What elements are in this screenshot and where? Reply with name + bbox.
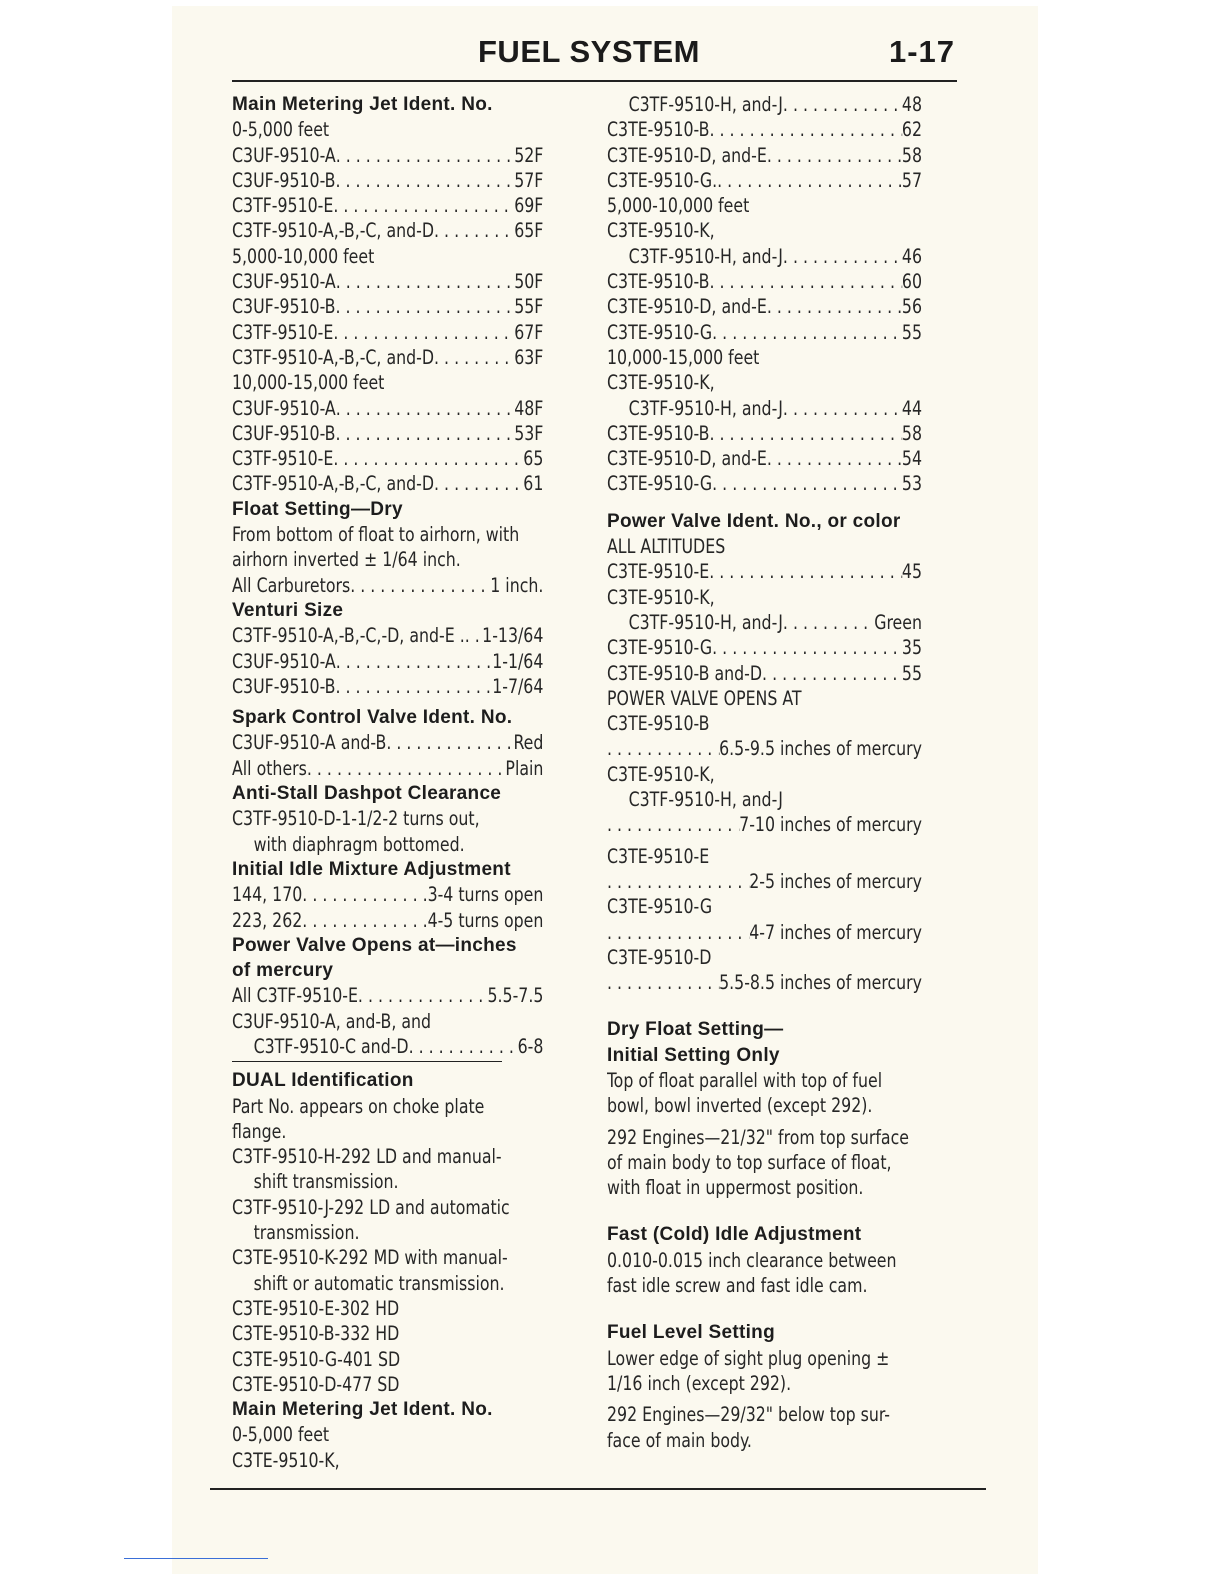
text-line: From bottom of float to airhorn, with [232, 523, 520, 547]
page-number: 1-17 [888, 34, 955, 69]
spec-list [232, 269, 578, 370]
spec-value: 48F [514, 396, 544, 420]
spec-row [232, 396, 543, 421]
spec-list [607, 244, 957, 345]
section-heading-main-jet-2: Main Metering Jet Ident. No. [232, 1399, 493, 1421]
spec-row [607, 117, 922, 142]
section-heading-power-valve-cont: of mercury [232, 960, 334, 982]
spec-row [232, 446, 543, 471]
footnote-separator [124, 1558, 268, 1559]
footer-rule [210, 1488, 986, 1490]
spec-row [607, 92, 922, 117]
text-line: C3TF-9510-H-292 LD and manual- [232, 1145, 502, 1169]
section-heading-dry-float-cont: Initial Setting Only [607, 1044, 780, 1066]
spec-value: Green [874, 610, 922, 634]
section-heading-fast-idle: Fast (Cold) Idle Adjustment [607, 1224, 862, 1246]
spec-key: All others [232, 756, 307, 780]
altitude-label: 0-5,000 feet [232, 1423, 330, 1447]
spec-row [607, 446, 922, 471]
spec-row [607, 269, 922, 294]
spec-key: C3UF-9510-A [232, 143, 336, 167]
text-line: with float in uppermost position. [607, 1176, 864, 1200]
text-line: shift or automatic transmission. [253, 1271, 505, 1295]
spec-row [232, 193, 543, 218]
spec-key: C3TE-9510-D, and-E [607, 295, 767, 319]
text-line: Top of float parallel with top of fuel [607, 1068, 883, 1092]
spec-key: C3TE-9510-G. [607, 168, 718, 192]
spec-row [607, 635, 922, 660]
spec-value: 1 inch. [490, 573, 544, 597]
spec-value: 5.5-7.5 [487, 984, 544, 1008]
altitude-label: 5,000-10,000 feet [232, 244, 375, 268]
spec-value: 57 [901, 168, 922, 192]
altitude-label: 10,000-15,000 feet [607, 345, 760, 369]
text-line: 1/16 inch (except 292). [607, 1371, 792, 1395]
spec-key: C3TF-9510-C and-D [253, 1034, 409, 1058]
spec-row [607, 143, 922, 168]
text-line: C3TF-9510-D-1-1/2-2 turns out, [232, 807, 480, 831]
spec-row [232, 294, 543, 319]
spec-value: 46 [901, 244, 922, 268]
spec-key: All C3TF-9510-E [232, 984, 358, 1008]
spec-value: 45 [901, 560, 922, 584]
spec-key: C3TE-9510-E [607, 560, 710, 584]
spec-list [232, 623, 578, 699]
spec-value: 53 [901, 472, 922, 496]
spec-value: 4-5 turns open [427, 908, 544, 932]
text-line: C3TE-9510-K, [607, 762, 715, 786]
spec-row [232, 168, 543, 193]
spec-value: 7-10 inches of mercury [739, 813, 922, 837]
spec-list [607, 92, 957, 193]
spec-key: C3TE-9510-B [607, 421, 710, 445]
spec-list [232, 730, 578, 781]
section-heading-fuel-level: Fuel Level Setting [607, 1322, 775, 1344]
spec-value: 55F [514, 295, 544, 319]
spec-row [232, 674, 543, 699]
spec-key: C3TF-9510-H, and-J [628, 93, 783, 116]
spec-value: 3-4 turns open [427, 883, 544, 907]
spec-list [607, 396, 957, 497]
text-line: airhorn inverted ± 1/64 inch. [232, 548, 461, 572]
section-heading-dashpot: Anti-Stall Dashpot Clearance [232, 783, 502, 805]
text-line: C3TE-9510-K, [607, 585, 715, 609]
spec-value: 52F [514, 143, 544, 167]
spec-key: C3TF-9510-E [232, 447, 334, 471]
spec-key: C3TF-9510-A,-B,-C, and-D [232, 345, 435, 369]
text-line: C3TE-9510-K, [607, 371, 715, 395]
spec-row [607, 471, 922, 496]
spec-key: C3TE-9510-D, and-E [607, 143, 767, 167]
text-line: C3TE-9510-K, [607, 219, 715, 243]
spec-list [232, 882, 578, 933]
text-line: 292 Engines—21/32" from top surface [607, 1125, 909, 1149]
spec-value: Red [513, 731, 544, 755]
spec-value: 53F [514, 421, 544, 445]
spec-value: 62 [901, 118, 922, 142]
spec-key: C3UF-9510-A [232, 649, 336, 673]
spec-value: 58 [901, 421, 922, 445]
text-line: ALL ALTITUDES [607, 535, 726, 559]
spec-value: 61 [523, 472, 544, 496]
section-heading-venturi: Venturi Size [232, 599, 344, 621]
text-line: C3TE-9510-B-332 HD [232, 1322, 400, 1346]
spec-row [232, 908, 543, 933]
spec-value: 67F [514, 320, 544, 344]
section-heading-pv-ident: Power Valve Ident. No., or color [607, 510, 901, 532]
spec-key: C3TF-9510-E [232, 194, 334, 218]
spec-key: C3TE-9510-G [607, 636, 713, 660]
spec-key: C3TE-9510-G [607, 320, 713, 344]
text-line: C3TE-9510-K-292 MD with manual- [232, 1246, 508, 1270]
divider [232, 1061, 502, 1062]
spec-row [607, 812, 922, 837]
section-heading-dry-float: Dry Float Setting— [607, 1019, 784, 1041]
spec-key: C3TE-9510-B [607, 270, 710, 294]
text-line: C3TF-9510-J-292 LD and automatic [232, 1195, 510, 1219]
spec-row [607, 559, 922, 584]
spec-value: 57F [514, 168, 544, 192]
spec-key: C3TF-9510-H, and-J [628, 396, 783, 420]
spec-key: C3UF-9510-B [232, 421, 336, 445]
spec-row [607, 396, 922, 421]
altitude-label: 10,000-15,000 feet [232, 371, 385, 395]
text-line: C3TE-9510-D-477 SD [232, 1372, 400, 1396]
left-column [232, 92, 578, 1473]
spec-key: 144, 170 [232, 883, 303, 907]
spec-row [232, 983, 543, 1008]
spec-row [232, 345, 543, 370]
spec-value: Plain [505, 756, 544, 780]
text-line: C3TE-9510-G-401 SD [232, 1347, 401, 1371]
spec-key: C3UF-9510-A [232, 270, 336, 294]
spec-row [232, 421, 543, 446]
text-line: C3TE-9510-E-302 HD [232, 1296, 400, 1320]
spec-value: 1-1/64 [492, 649, 544, 673]
text-line: C3TE-9510-B [607, 712, 710, 736]
spec-row [232, 730, 543, 755]
spec-key: C3TF-9510-A,-B,-C, and-D [232, 219, 435, 243]
spec-value: 4-7 inches of mercury [749, 920, 922, 944]
spec-row [607, 970, 922, 995]
section-heading-main-jet: Main Metering Jet Ident. No. [232, 94, 493, 115]
spec-value: 63F [514, 345, 544, 369]
spec-value: 56 [901, 295, 922, 319]
spec-row [607, 610, 922, 635]
text-line: of main body to top surface of float, [607, 1150, 892, 1174]
spec-key: All Carburetors [232, 573, 351, 597]
spec-value: 6-8 [517, 1034, 544, 1058]
text-line: fast idle screw and fast idle cam. [607, 1274, 868, 1298]
spec-value: 6.5-9.5 inches of mercury [719, 737, 922, 761]
spec-value: 55 [901, 661, 922, 685]
text-line: C3TE-9510-D [607, 945, 712, 969]
spec-row [232, 143, 543, 168]
altitude-label: 5,000-10,000 feet [607, 194, 750, 218]
spec-row [232, 218, 543, 243]
text-line: C3TE-9510-K, [232, 1448, 340, 1472]
section-heading-spark: Spark Control Valve Ident. No. [232, 707, 513, 729]
text-line: with diaphragm bottomed. [253, 832, 465, 856]
spec-value: 50F [514, 270, 544, 294]
section-heading-float: Float Setting—Dry [232, 498, 403, 520]
spec-value: 35 [901, 636, 922, 660]
spec-key: C3UF-9510-B [232, 674, 336, 698]
spec-value: 5.5-8.5 inches of mercury [719, 971, 922, 995]
spec-key: C3TE-9510-D, and-E [607, 447, 767, 471]
spec-key: C3TF-9510-A,-B,-C,-D, and-E . [232, 624, 465, 648]
spec-key: C3TF-9510-H, and-J [628, 244, 783, 268]
text-line: Part No. appears on choke plate [232, 1094, 485, 1118]
spec-key: C3UF-9510-A and-B [232, 731, 387, 755]
spec-value: 54 [901, 447, 922, 471]
spec-row [232, 756, 543, 781]
spec-row [232, 320, 543, 345]
spec-row [607, 168, 922, 193]
text-line: C3TF-9510-H, and-J [628, 788, 783, 812]
text-line: Lower edge of sight plug opening ± [607, 1346, 890, 1370]
spec-key: 223, 262 [232, 908, 303, 932]
text-line: C3UF-9510-A, and-B, and [232, 1009, 432, 1033]
spec-row [607, 294, 922, 319]
text-line: POWER VALVE OPENS AT [607, 686, 802, 710]
spec-key: C3TF-9510-E [232, 320, 334, 344]
spec-value: 1-13/64 [482, 624, 544, 648]
section-heading-dual: DUAL Identification [232, 1070, 414, 1092]
spec-value: 2-5 inches of mercury [749, 869, 922, 893]
spec-key: C3TE-9510-G [607, 472, 713, 496]
spec-row [232, 269, 543, 294]
spec-row [607, 244, 922, 269]
spec-row [232, 882, 543, 907]
spec-key: C3TF-9510-H, and-J [628, 610, 783, 634]
spec-value: 69F [514, 194, 544, 218]
spec-list [232, 396, 578, 497]
text-line: face of main body. [607, 1428, 752, 1452]
spec-value: 55 [901, 320, 922, 344]
spec-row [607, 320, 922, 345]
spec-key: C3TF-9510-A,-B,-C, and-D [232, 472, 435, 496]
text-line: C3TE-9510-E [607, 844, 710, 868]
text-line: 0.010-0.015 inch clearance between [607, 1248, 897, 1272]
spec-value: 65F [514, 219, 544, 243]
spec-row [232, 573, 543, 598]
text-line: flange. [232, 1119, 287, 1143]
spec-row [232, 471, 543, 496]
text-line: C3TE-9510-G [607, 895, 713, 919]
page-title: FUEL SYSTEM [478, 34, 700, 69]
spec-row [607, 661, 922, 686]
spec-list [232, 143, 578, 244]
text-line: 292 Engines—29/32" below top sur- [607, 1403, 890, 1427]
spec-row [232, 649, 543, 674]
spec-value: 60 [901, 270, 922, 294]
section-heading-power-valve: Power Valve Opens at—inches [232, 934, 517, 956]
spec-key: C3TE-9510-B and-D [607, 661, 763, 685]
page-header [232, 34, 957, 82]
spec-row [607, 920, 922, 945]
spec-key: C3UF-9510-B [232, 295, 336, 319]
spec-value: 1-7/64 [492, 674, 544, 698]
spec-value: 65 [523, 447, 544, 471]
text-line: shift transmission. [253, 1170, 399, 1194]
section-heading-idle: Initial Idle Mixture Adjustment [232, 858, 511, 880]
spec-value: 58 [901, 143, 922, 167]
spec-row [607, 869, 922, 894]
spec-row [607, 421, 922, 446]
spec-value: 44 [901, 396, 922, 420]
altitude-label: 0-5,000 feet [232, 118, 330, 142]
right-column [607, 92, 957, 1453]
spec-key: C3UF-9510-A [232, 396, 336, 420]
spec-value: 48 [901, 93, 922, 116]
spec-row [232, 1034, 543, 1059]
spec-row [607, 736, 922, 761]
spec-key: C3UF-9510-B [232, 168, 336, 192]
text-line: bowl, bowl inverted (except 292). [607, 1094, 873, 1118]
spec-row [232, 623, 543, 648]
spec-key: C3TE-9510-B [607, 118, 710, 142]
text-line: transmission. [253, 1221, 360, 1245]
